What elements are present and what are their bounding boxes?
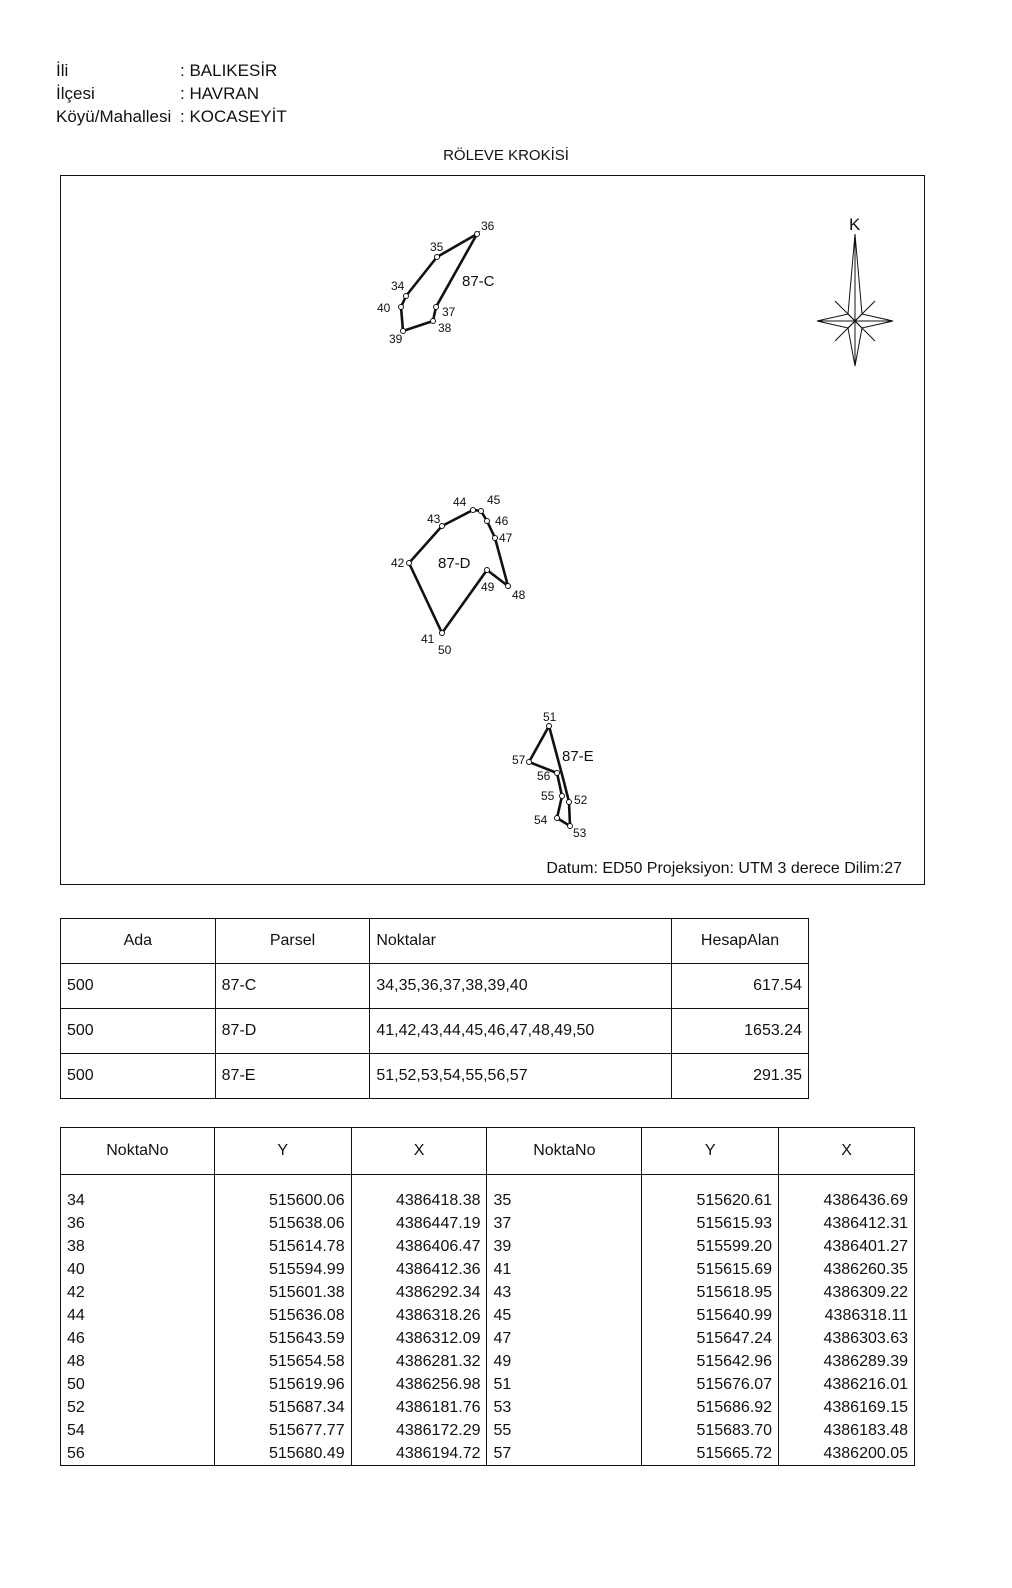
parcel-label-87-C: 87-C xyxy=(462,273,495,290)
cell-y: 515640.99 xyxy=(642,1304,779,1327)
cell-x: 4386436.69 xyxy=(779,1189,915,1212)
table-row xyxy=(61,1327,915,1350)
cell-noktalar: 41,42,43,44,45,46,47,48,49,50 xyxy=(370,1009,672,1054)
table-row xyxy=(61,1350,915,1373)
cell-noktano: 50 xyxy=(61,1373,215,1396)
cell-y: 515636.08 xyxy=(214,1304,351,1327)
cell-y: 515683.70 xyxy=(642,1419,779,1442)
cell-noktano: 56 xyxy=(61,1442,215,1466)
cell-y: 515687.34 xyxy=(214,1396,351,1419)
cell-noktano: 49 xyxy=(487,1350,642,1373)
cell-noktano: 47 xyxy=(487,1327,642,1350)
cell-y: 515638.06 xyxy=(214,1212,351,1235)
cell-x: 4386406.47 xyxy=(351,1235,487,1258)
sketch-title: RÖLEVE KROKİSİ xyxy=(443,147,569,164)
cell-noktano: 35 xyxy=(487,1189,642,1212)
cell-noktano: 40 xyxy=(61,1258,215,1281)
point-label-46: 46 xyxy=(495,514,509,528)
cell-noktano: 42 xyxy=(61,1281,215,1304)
cell-x: 4386318.26 xyxy=(351,1304,487,1327)
cell-noktano: 34 xyxy=(61,1189,215,1212)
cell-noktalar: 34,35,36,37,38,39,40 xyxy=(370,964,672,1009)
cell-x: 4386289.39 xyxy=(779,1350,915,1373)
cell-parsel: 87-E xyxy=(215,1054,370,1099)
col-ada: Ada xyxy=(61,919,216,964)
cell-ada: 500 xyxy=(61,1054,216,1099)
cell-ada: 500 xyxy=(61,1009,216,1054)
col-parsel: Parsel xyxy=(215,919,370,964)
point-label-37: 37 xyxy=(442,305,456,319)
cell-noktano: 55 xyxy=(487,1419,642,1442)
col-x-1: X xyxy=(351,1128,487,1175)
cell-y: 515618.95 xyxy=(642,1281,779,1304)
point-label-44: 44 xyxy=(453,495,467,509)
cell-x: 4386260.35 xyxy=(779,1258,915,1281)
point-label-52: 52 xyxy=(574,793,588,807)
col-hesapalan: HesapAlan xyxy=(672,919,809,964)
parcel-label-87-D: 87-D xyxy=(438,555,471,572)
point-label-49: 49 xyxy=(481,580,495,594)
table-row xyxy=(61,1189,915,1212)
cell-y: 515600.06 xyxy=(214,1189,351,1212)
cell-y: 515601.38 xyxy=(214,1281,351,1304)
cell-noktano: 39 xyxy=(487,1235,642,1258)
table-row xyxy=(61,1442,915,1466)
cell-x: 4386303.63 xyxy=(779,1327,915,1350)
ilce-label: İlçesi xyxy=(56,84,95,103)
point-label-55: 55 xyxy=(541,789,555,803)
cell-noktano: 36 xyxy=(61,1212,215,1235)
koy-value: : KOCASEYİT xyxy=(180,107,287,126)
point-label-36: 36 xyxy=(481,219,495,233)
table-row xyxy=(61,1054,809,1099)
cell-x: 4386194.72 xyxy=(351,1442,487,1466)
cell-hesapalan: 291.35 xyxy=(672,1054,809,1099)
point-label-39: 39 xyxy=(389,332,403,346)
cell-noktano: 45 xyxy=(487,1304,642,1327)
table-row xyxy=(61,1304,915,1327)
cell-y: 515677.77 xyxy=(214,1419,351,1442)
table-row xyxy=(61,1419,915,1442)
cell-noktano: 46 xyxy=(61,1327,215,1350)
cell-x: 4386200.05 xyxy=(779,1442,915,1466)
cell-y: 515665.72 xyxy=(642,1442,779,1466)
cell-x: 4386183.48 xyxy=(779,1419,915,1442)
sketch-drawing xyxy=(61,176,923,883)
point-label-48: 48 xyxy=(512,588,526,602)
cell-y: 515594.99 xyxy=(214,1258,351,1281)
points-table xyxy=(60,1127,915,1466)
cell-y: 515615.69 xyxy=(642,1258,779,1281)
cell-x: 4386312.09 xyxy=(351,1327,487,1350)
point-label-56: 56 xyxy=(537,769,551,783)
point-label-41: 41 xyxy=(421,632,435,646)
cell-y: 515599.20 xyxy=(642,1235,779,1258)
cell-y: 515680.49 xyxy=(214,1442,351,1466)
point-label-42: 42 xyxy=(391,556,405,570)
cell-x: 4386256.98 xyxy=(351,1373,487,1396)
cell-noktano: 41 xyxy=(487,1258,642,1281)
point-label-51: 51 xyxy=(543,710,557,724)
table-row xyxy=(61,1212,915,1235)
survey-sketch xyxy=(60,175,925,885)
cell-x: 4386216.01 xyxy=(779,1373,915,1396)
point-label-57: 57 xyxy=(512,753,526,767)
table-row xyxy=(61,1009,809,1054)
north-label: K xyxy=(849,215,861,234)
parcels-table xyxy=(60,918,809,1099)
points-table-body xyxy=(61,1175,915,1466)
col-y-1: Y xyxy=(214,1128,351,1175)
cell-x: 4386412.36 xyxy=(351,1258,487,1281)
cell-noktano: 57 xyxy=(487,1442,642,1466)
col-noktalar: Noktalar xyxy=(370,919,672,964)
location-info xyxy=(56,60,456,130)
point-label-54: 54 xyxy=(534,813,548,827)
cell-y: 515619.96 xyxy=(214,1373,351,1396)
cell-y: 515642.96 xyxy=(642,1350,779,1373)
cell-hesapalan: 617.54 xyxy=(672,964,809,1009)
table-row xyxy=(61,1281,915,1304)
north-arrow-icon xyxy=(817,234,893,366)
il-label: İli xyxy=(56,61,69,80)
point-label-43: 43 xyxy=(427,512,441,526)
cell-ada: 500 xyxy=(61,964,216,1009)
parcel-label-87-E: 87-E xyxy=(562,748,594,765)
cell-x: 4386309.22 xyxy=(779,1281,915,1304)
table-row xyxy=(61,964,809,1009)
cell-noktano: 51 xyxy=(487,1373,642,1396)
cell-noktano: 54 xyxy=(61,1419,215,1442)
col-y-2: Y xyxy=(642,1128,779,1175)
cell-noktano: 37 xyxy=(487,1212,642,1235)
cell-y: 515615.93 xyxy=(642,1212,779,1235)
point-label-53: 53 xyxy=(573,826,587,840)
table-row xyxy=(61,1258,915,1281)
point-label-35: 35 xyxy=(430,240,444,254)
cell-noktano: 53 xyxy=(487,1396,642,1419)
cell-x: 4386412.31 xyxy=(779,1212,915,1235)
cell-noktano: 48 xyxy=(61,1350,215,1373)
cell-parsel: 87-D xyxy=(215,1009,370,1054)
il-value: : BALIKESİR xyxy=(180,61,278,80)
cell-noktalar: 51,52,53,54,55,56,57 xyxy=(370,1054,672,1099)
col-noktano-2: NoktaNo xyxy=(487,1128,642,1175)
col-x-2: X xyxy=(779,1128,915,1175)
cell-noktano: 44 xyxy=(61,1304,215,1327)
cell-y: 515614.78 xyxy=(214,1235,351,1258)
table-row xyxy=(61,1235,915,1258)
koy-label: Köyü/Mahallesi xyxy=(56,107,172,126)
cell-noktano: 52 xyxy=(61,1396,215,1419)
cell-x: 4386281.32 xyxy=(351,1350,487,1373)
point-label-47: 47 xyxy=(499,531,513,545)
point-label-40: 40 xyxy=(377,301,391,315)
cell-noktano: 43 xyxy=(487,1281,642,1304)
cell-x: 4386172.29 xyxy=(351,1419,487,1442)
table-row xyxy=(61,1373,915,1396)
cell-x: 4386401.27 xyxy=(779,1235,915,1258)
point-label-50: 50 xyxy=(438,643,452,657)
points-table-header xyxy=(61,1128,915,1175)
cell-x: 4386318.11 xyxy=(779,1304,915,1327)
cell-y: 515654.58 xyxy=(214,1350,351,1373)
cell-y: 515686.92 xyxy=(642,1396,779,1419)
table-row xyxy=(61,1396,915,1419)
cell-x: 4386418.38 xyxy=(351,1189,487,1212)
cell-x: 4386447.19 xyxy=(351,1212,487,1235)
cell-y: 515676.07 xyxy=(642,1373,779,1396)
col-noktano-1: NoktaNo xyxy=(61,1128,215,1175)
cell-x: 4386292.34 xyxy=(351,1281,487,1304)
cell-noktano: 38 xyxy=(61,1235,215,1258)
cell-parsel: 87-C xyxy=(215,964,370,1009)
cell-y: 515620.61 xyxy=(642,1189,779,1212)
datum-note: Datum: ED50 Projeksiyon: UTM 3 derece Dilim:27 xyxy=(546,860,902,877)
ilce-value: : HAVRAN xyxy=(180,84,260,103)
cell-y: 515647.24 xyxy=(642,1327,779,1350)
cell-hesapalan: 1653.24 xyxy=(672,1009,809,1054)
point-label-34: 34 xyxy=(391,279,405,293)
point-label-38: 38 xyxy=(438,321,452,335)
point-label-45: 45 xyxy=(487,493,501,507)
cell-y: 515643.59 xyxy=(214,1327,351,1350)
cell-x: 4386169.15 xyxy=(779,1396,915,1419)
parcels-table-header xyxy=(61,919,809,964)
cell-x: 4386181.76 xyxy=(351,1396,487,1419)
